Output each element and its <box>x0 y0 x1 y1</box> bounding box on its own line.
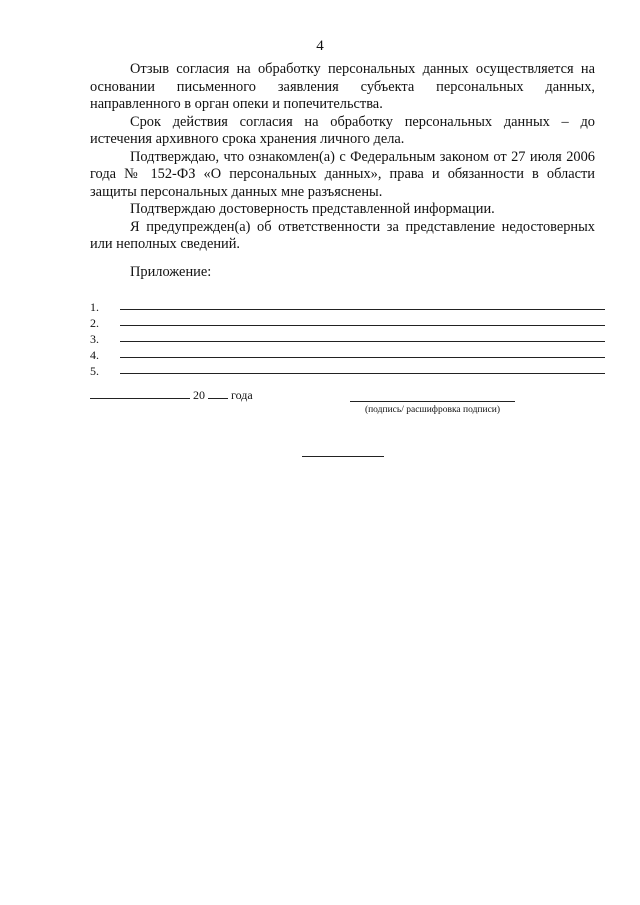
appendix-item-number: 4. <box>90 348 99 362</box>
appendix-item-5-field[interactable] <box>120 373 605 374</box>
signature-field[interactable] <box>350 390 515 402</box>
paragraph-liability-warning: Я предупрежден(а) об ответственности за представление недостоверных или неполных сведений. <box>90 218 595 252</box>
appendix-item-4-field[interactable] <box>120 357 605 358</box>
appendix-item-5 <box>90 361 605 377</box>
appendix-item-number: 1. <box>90 300 99 314</box>
appendix-item-2 <box>90 313 605 329</box>
paragraph-accuracy-confirmation: Подтверждаю достоверность представленной информации. <box>130 201 495 217</box>
date-year-prefix: 20 <box>193 388 205 402</box>
date-day-month-field[interactable] <box>90 388 190 399</box>
signature-caption: (подпись/ расшифровка подписи) <box>364 405 501 415</box>
appendix-item-number: 3. <box>90 332 99 346</box>
appendix-item-3-field[interactable] <box>120 341 605 342</box>
consent-text <box>90 61 595 254</box>
appendix-item-1 <box>90 297 605 313</box>
paragraph-consent-withdrawal: Отзыв согласия на обработку персональных данных осуществляется на основании письменного заявления субъекта персональных данных, направленного в орган опеки и попечительства. <box>90 61 595 112</box>
paragraph-consent-period: Срок действия согласия на обработку персональных данных – до истечения архивного срока хранения личного дела. <box>90 113 595 147</box>
appendix-item-number: 5. <box>90 364 99 378</box>
page-number: 4 <box>316 38 324 54</box>
end-divider <box>302 456 384 457</box>
appendix-title: Приложение: <box>130 264 212 280</box>
appendix-item-number: 2. <box>90 316 99 330</box>
appendix-item-2-field[interactable] <box>120 325 605 326</box>
appendix-item-1-field[interactable] <box>120 309 605 310</box>
date-field <box>90 388 253 403</box>
appendix-item-3 <box>90 329 605 345</box>
paragraph-law-acknowledgement: Подтверждаю, что ознакомлен(а) с Федеральным законом от 27 июля 2006 года № 152-ФЗ «О персональных данных», права и обязанности в области защиты персональных данных мне разъяснены. <box>90 148 595 200</box>
signature-block <box>350 390 515 415</box>
date-year-field[interactable] <box>208 388 228 399</box>
appendix-item-4 <box>90 345 605 361</box>
date-suffix: года <box>231 388 253 402</box>
